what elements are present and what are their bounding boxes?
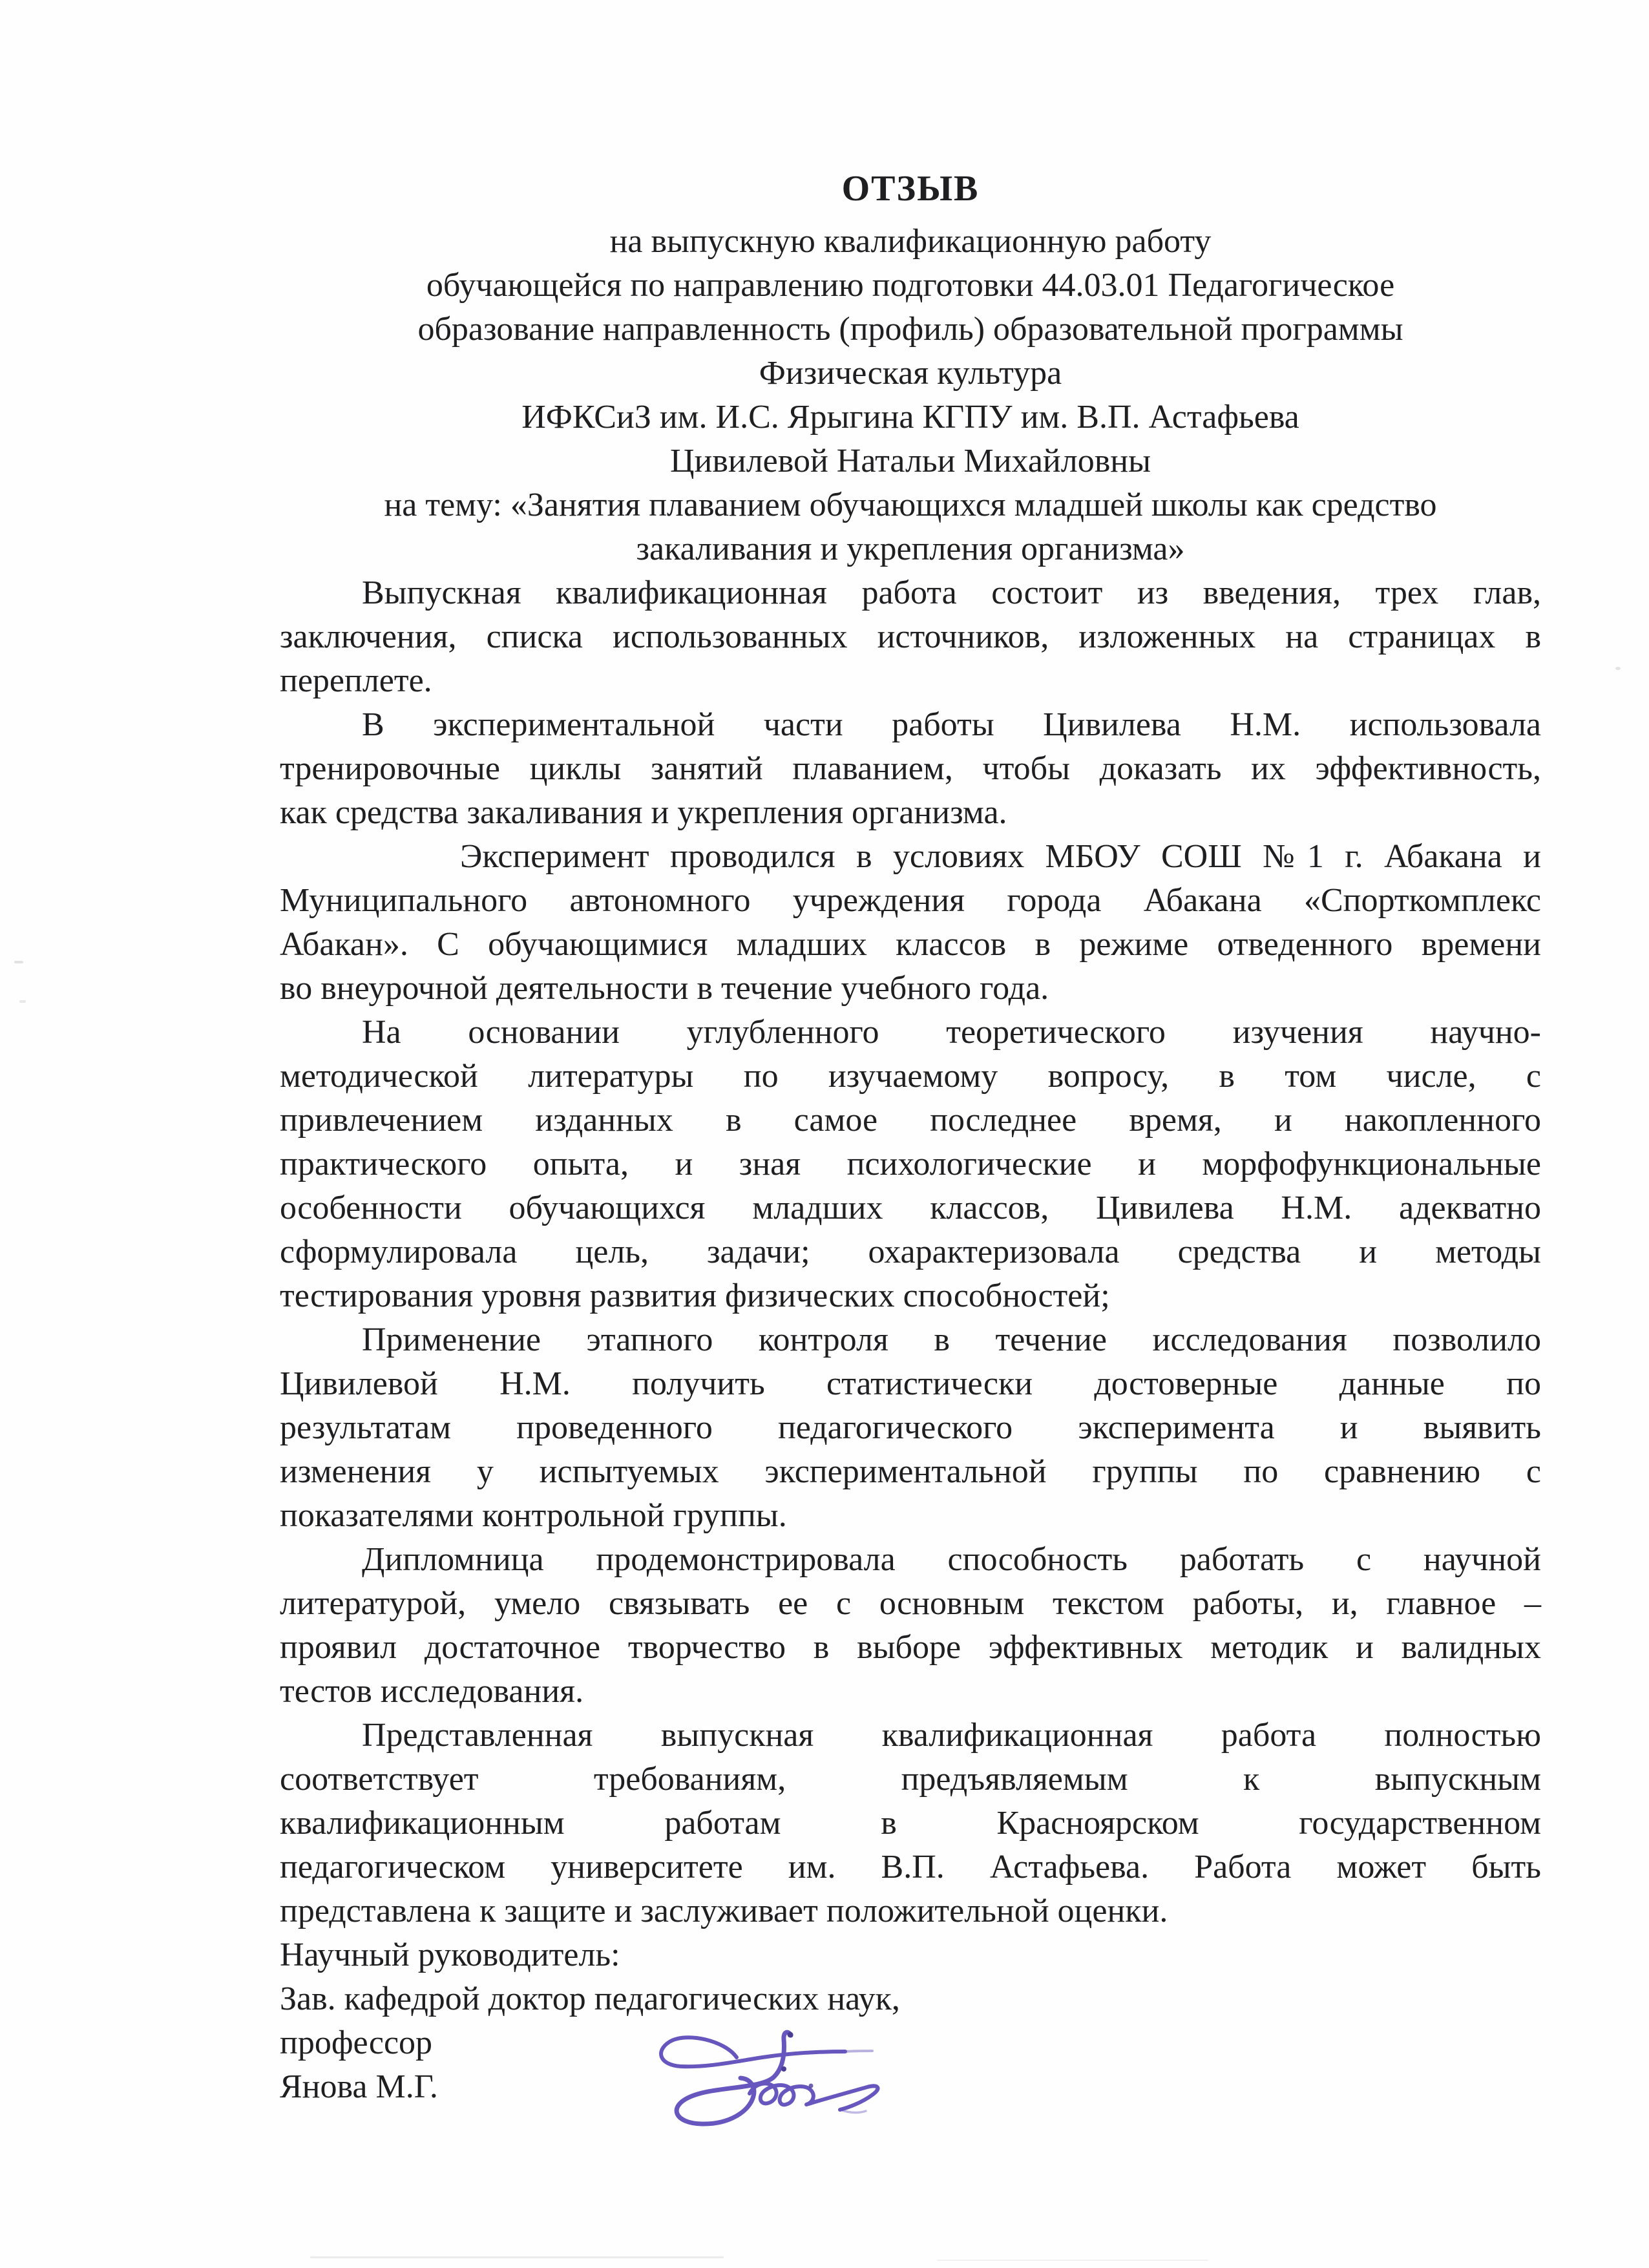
paragraph-line: сформулировала цель, задачи; охарактеризовала средства и методы	[280, 1234, 1541, 1270]
scan-artifact	[310, 2256, 724, 2258]
header-line: закаливания и укрепления организма»	[636, 530, 1185, 567]
paragraph-line: тестов исследования.	[280, 1673, 584, 1710]
scan-artifact	[14, 961, 23, 963]
paragraph-line: тестирования уровня развития физических способностей;	[280, 1277, 1110, 1314]
paragraph-line: во внеурочной деятельности в течение учебного года.	[280, 970, 1049, 1007]
paragraph-line: Представленная выпускная квалификационная работа полностью	[362, 1717, 1541, 1754]
paragraph-line: практического опыта, и зная психологические и морфофункциональные	[280, 1146, 1541, 1182]
paragraph	[280, 835, 1541, 1011]
document-title: ОТЗЫВ	[841, 169, 980, 209]
signoff-line: Зав. кафедрой доктор педагогических наук,	[280, 1980, 900, 2017]
paragraph-line: Муниципального автономного учреждения города Абакана «Спорткомплекс	[280, 882, 1541, 919]
paragraph-line: особенности обучающихся младших классов, Цивилева Н.М. адекватно	[280, 1190, 1541, 1226]
paragraph-line: заключения, списка использованных источников, изложенных на страницах в	[280, 618, 1541, 655]
handwritten-signature	[653, 2029, 898, 2136]
paragraph-line: Эксперимент проводился в условиях МБОУ СОШ №1 г. Абакана и	[460, 838, 1541, 875]
header-line: обучающейся по направлению подготовки 44.03.01 Педагогическое	[426, 267, 1395, 304]
signoff-line: Янова М.Г.	[280, 2068, 438, 2105]
paragraph-line: тренировочные циклы занятий плаванием, чтобы доказать их эффективность,	[280, 750, 1541, 787]
paragraph-line: представлена к защите и заслуживает положительной оценки.	[280, 1893, 1168, 1929]
paragraph-line: На основании углубленного теоретического изучения научно-	[362, 1014, 1541, 1051]
paragraph-line: изменения у испытуемых экспериментальной группы по сравнению с	[280, 1453, 1541, 1490]
paragraph-line: соответствует требованиям, предъявляемым к выпускным	[280, 1761, 1541, 1798]
paragraph-line: переплете.	[280, 662, 432, 699]
paragraph-line: привлечением изданных в самое последнее время, и накопленного	[280, 1102, 1541, 1139]
header-line: образование направленность (профиль) образовательной программы	[417, 311, 1403, 348]
header-line: на выпускную квалификационную работу	[609, 223, 1212, 260]
header-line: на тему: «Занятия плаванием обучающихся младшей школы как средство	[384, 487, 1437, 523]
scan-artifact	[937, 2260, 1208, 2261]
paragraph-line: Дипломница продемонстрировала способность работать с научной	[362, 1541, 1541, 1578]
paragraph-line: результатам проведенного педагогического эксперимента и выявить	[280, 1409, 1541, 1446]
paragraph	[280, 1538, 1541, 1714]
scan-artifact	[1615, 667, 1621, 670]
paragraph-line: как средства закаливания и укрепления организма.	[280, 794, 1007, 831]
header-line: ИФКСиЗ им. И.С. Ярыгина КГПУ им. В.П. Астафьева	[521, 399, 1299, 436]
paragraph-line: Выпускная квалификационная работа состоит из введения, трех глав,	[362, 574, 1541, 611]
signature-ink-strokes	[653, 2029, 898, 2136]
paragraph	[280, 703, 1541, 835]
paragraph-line: Применение этапного контроля в течение исследования позволило	[362, 1321, 1541, 1358]
signoff-block	[280, 1933, 1541, 2109]
scan-artifact	[19, 1000, 26, 1003]
paragraph-line: В экспериментальной части работы Цивилева Н.М. использовала	[362, 706, 1541, 743]
header-line: Цивилевой Натальи Михайловны	[669, 443, 1151, 479]
paragraph-line: Абакан». С обучающимися младших классов в режиме отведенного времени	[280, 926, 1541, 963]
document-text-block	[280, 167, 1541, 2109]
paragraph	[280, 571, 1541, 703]
signoff-line: профессор	[280, 2024, 433, 2061]
paragraph-line: проявил достаточное творчество в выборе эффективных методик и валидных	[280, 1629, 1541, 1666]
paragraph-line: педагогическом университете им. В.П. Астафьева. Работа может быть	[280, 1849, 1541, 1885]
paragraph	[280, 1318, 1541, 1538]
paragraph-line: показателями контрольной группы.	[280, 1497, 787, 1534]
signoff-line: Научный руководитель:	[280, 1937, 620, 1973]
paragraph	[280, 1011, 1541, 1318]
paragraph-line: квалификационным работам в Красноярском государственном	[280, 1805, 1541, 1842]
paragraph-line: методической литературы по изучаемому вопросу, в том числе, с	[280, 1058, 1541, 1095]
paragraph	[280, 1714, 1541, 1933]
paragraph-line: литературой, умело связывать ее с основным текстом работы, и, главное –	[280, 1585, 1541, 1622]
header-line: Физическая культура	[759, 355, 1062, 392]
paragraph-line: Цивилевой Н.М. получить статистически достоверные данные по	[280, 1365, 1541, 1402]
